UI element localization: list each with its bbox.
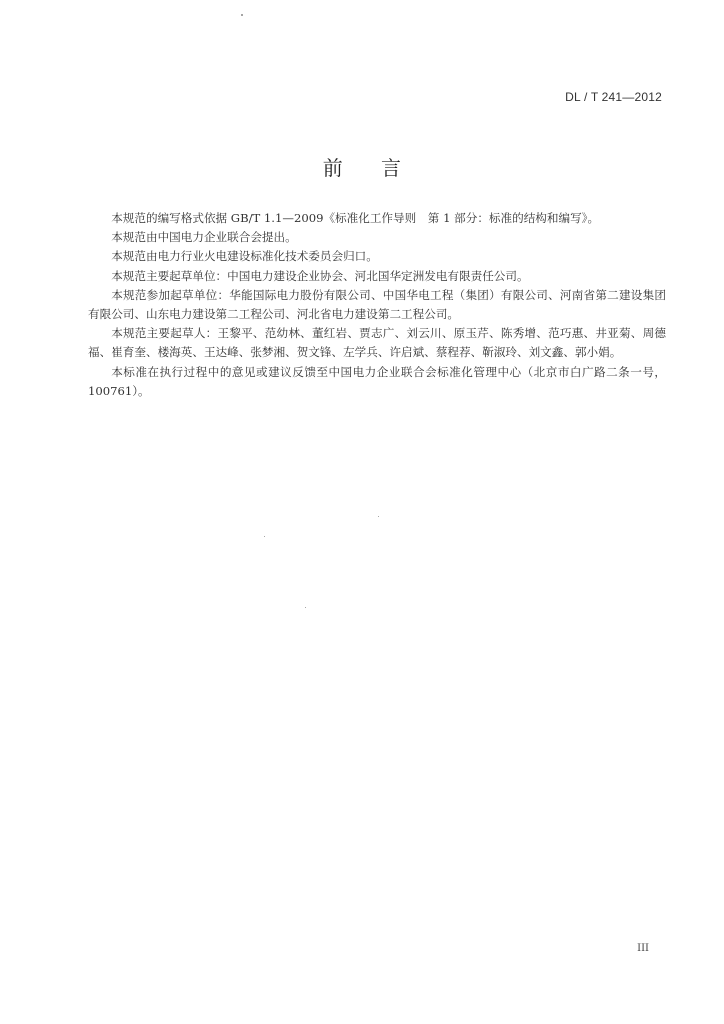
paragraph-participating-units: 本规范参加起草单位：华能国际电力股份有限公司、中国华电工程（集团）有限公司、河南省第二建设集团有限公司、山东电力建设第二工程公司、河北省电力建设第二工程公司。 bbox=[88, 287, 666, 322]
page-title bbox=[0, 152, 724, 181]
paragraph-main-drafting-units: 本规范主要起草单位：中国电力建设企业协会、河北国华定洲发电有限责任公司。 bbox=[111, 268, 529, 283]
preface-body bbox=[88, 209, 666, 401]
paragraph-responsible-committee: 本规范由电力行业火电建设标准化技术委员会归口。 bbox=[111, 249, 378, 264]
paragraph-format-basis: 本规范的编写格式依据 GB/T 1.1—2009《标准化工作导则 第 1 部分：标准的结构和编写》。 bbox=[111, 211, 600, 225]
scan-speck bbox=[305, 607, 306, 608]
scan-speck bbox=[264, 536, 265, 537]
scan-speck bbox=[378, 516, 379, 517]
title-char-1: 前 bbox=[322, 156, 343, 180]
standard-code: DL / T 241—2012 bbox=[565, 90, 662, 104]
paragraph-main-drafters: 本规范主要起草人：王黎平、范幼林、董红岩、贾志广、刘云川、原玉芹、陈秀增、范巧惠、井亚菊、周德福、崔育奎、楼海英、王达峰、张梦湘、贺文锋、左学兵、许启斌、蔡程荐、靳淑玲、刘文鑫、郭小娟。 bbox=[88, 326, 666, 360]
title-char-2: 言 bbox=[381, 156, 402, 180]
paragraph-feedback: 本标准在执行过程中的意见或建议反馈至中国电力企业联合会标准化管理中心（北京市白广路二条一号，100761）。 bbox=[88, 364, 666, 398]
paragraph-proposer: 本规范由中国电力企业联合会提出。 bbox=[111, 230, 297, 245]
page-number: III bbox=[637, 943, 649, 954]
scan-speck bbox=[241, 14, 243, 16]
